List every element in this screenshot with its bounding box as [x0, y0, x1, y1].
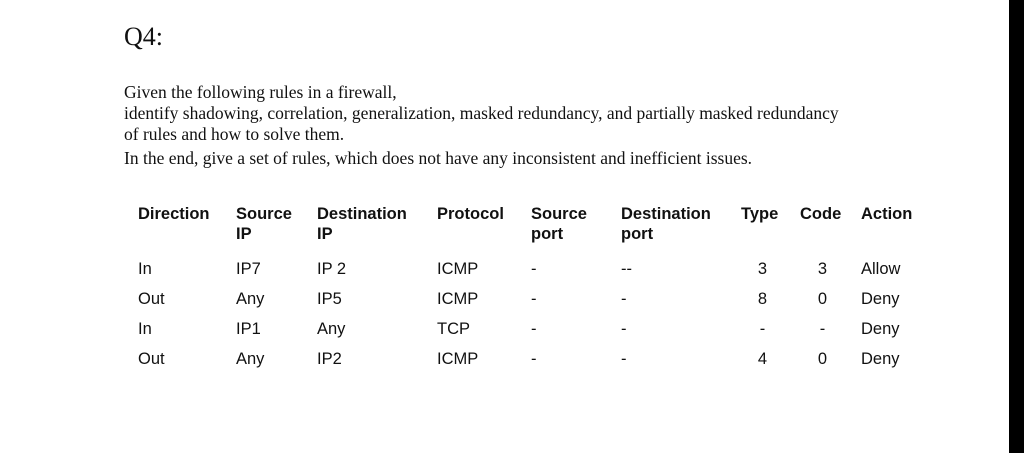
cell-source-port: - [531, 350, 537, 368]
header-protocol: Protocol [437, 205, 504, 223]
cell-source-ip: IP1 [236, 320, 261, 338]
cell-source-port: - [531, 260, 537, 278]
header-type: Type [741, 205, 779, 223]
cell-destination-ip: IP 2 [317, 260, 347, 278]
cell-direction: Out [138, 290, 165, 308]
header-source-ip: Source IP [236, 205, 292, 243]
cell-direction: In [138, 320, 152, 338]
cell-destination-port: - [621, 320, 627, 338]
cell-type: 8 [757, 290, 768, 308]
cell-code: - [819, 320, 826, 338]
header-action: Action [861, 205, 913, 223]
question-label: Q4: [124, 22, 163, 51]
cell-direction: In [138, 260, 152, 278]
cell-action: Allow [861, 260, 901, 278]
cell-action: Deny [861, 290, 900, 308]
cell-type: 4 [757, 350, 768, 368]
cell-type: 3 [757, 260, 768, 278]
cell-protocol: TCP [437, 320, 470, 338]
prompt-line: Given the following rules in a firewall, [124, 82, 397, 102]
header-destination-port: Destination port [621, 205, 711, 243]
cell-destination-ip: Any [317, 320, 346, 338]
cell-type: - [759, 320, 766, 338]
cell-direction: Out [138, 350, 165, 368]
cell-destination-port: -- [621, 260, 632, 278]
cell-source-ip: Any [236, 350, 265, 368]
cell-destination-port: - [621, 350, 627, 368]
cell-destination-port: - [621, 290, 627, 308]
prompt-line: identify shadowing, correlation, generalization, masked redundancy, and partially masked redundancy [124, 103, 839, 123]
cell-code: 3 [817, 260, 828, 278]
cell-code: 0 [817, 290, 828, 308]
prompt-line: of rules and how to solve them. [124, 124, 345, 144]
header-destination-ip: Destination IP [317, 205, 407, 243]
cell-source-port: - [531, 290, 537, 308]
header-source-port: Source port [531, 205, 587, 243]
cell-protocol: ICMP [437, 350, 479, 368]
cell-source-ip: IP7 [236, 260, 261, 278]
table-row [130, 344, 929, 374]
question-prompt [124, 82, 984, 169]
cell-action: Deny [861, 320, 900, 338]
cell-protocol: ICMP [437, 290, 479, 308]
table-row [130, 284, 929, 314]
table-row [130, 254, 929, 284]
cell-action: Deny [861, 350, 900, 368]
firewall-rules-table [130, 200, 929, 374]
table-row [130, 314, 929, 344]
header-direction: Direction [138, 205, 210, 223]
header-code: Code [800, 205, 842, 223]
prompt-closing: In the end, give a set of rules, which does not have any inconsistent and inefficient issues. [124, 148, 753, 168]
table-header-row [130, 200, 929, 254]
cell-destination-ip: IP2 [317, 350, 342, 368]
cell-source-ip: Any [236, 290, 265, 308]
cell-code: 0 [817, 350, 828, 368]
cell-source-port: - [531, 320, 537, 338]
cell-protocol: ICMP [437, 260, 479, 278]
cell-destination-ip: IP5 [317, 290, 342, 308]
